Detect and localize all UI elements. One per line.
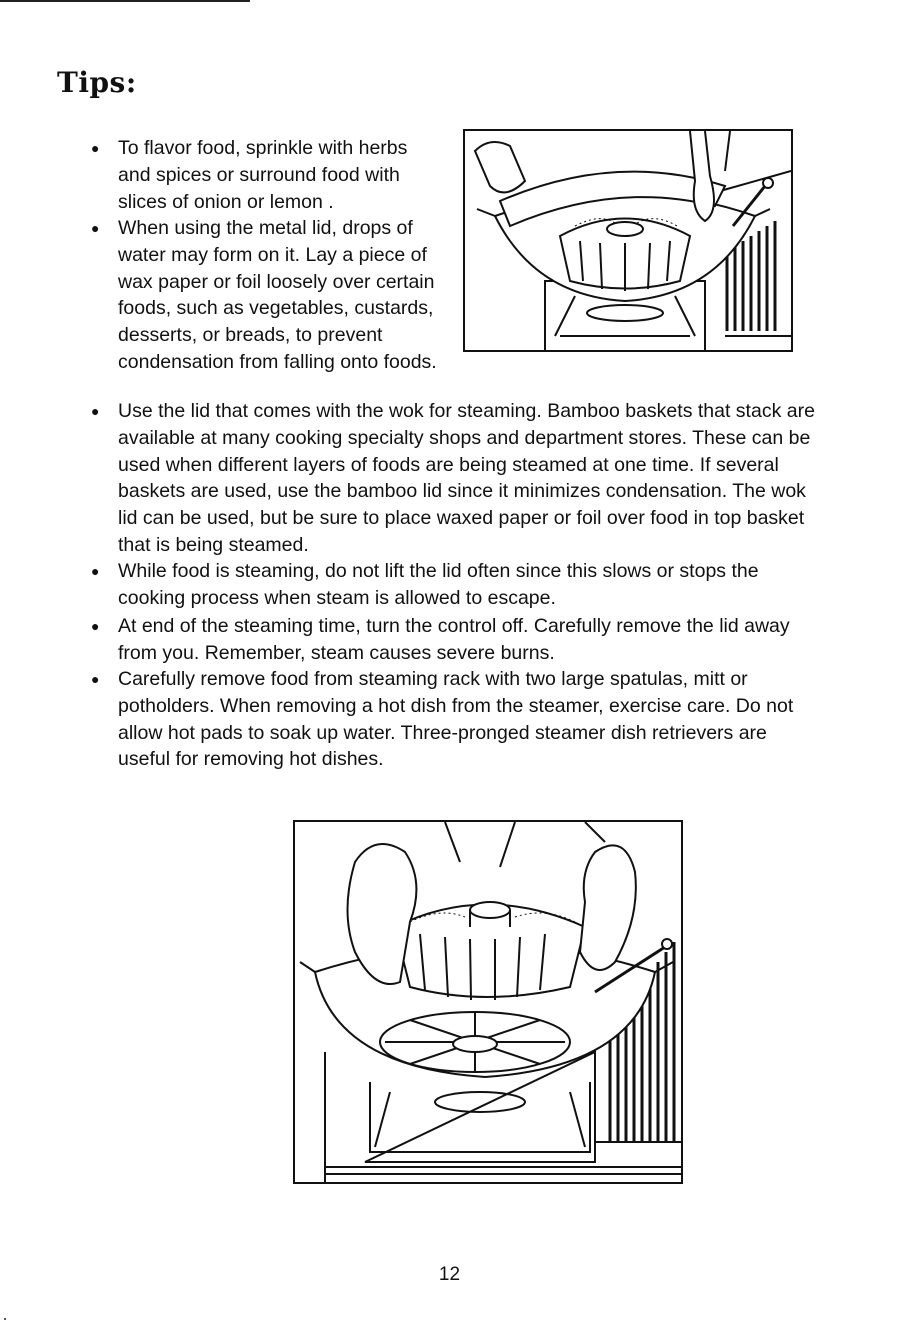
tip-item xyxy=(91,613,824,667)
tip-item xyxy=(91,666,824,773)
bullet-icon: ● xyxy=(91,403,100,419)
tip-text: To flavor food, sprinkle with herbs and spices or surround food with slices of onion or lemon . xyxy=(118,137,408,213)
scan-speck xyxy=(4,1318,6,1320)
tip-item xyxy=(91,398,824,559)
tip-text: Use the lid that comes with the wok for steaming. Bamboo baskets that stack are available at many cooking specialty shops and department stores. These can be used when different layers of foods are being steamed at one time. If several baskets are used, use the bamboo lid since it minimizes condensation. The wok lid can be used, but be sure to place waxed paper or foil over food in top basket that is being steamed. xyxy=(118,400,815,556)
wok-foil-drawing xyxy=(465,131,791,350)
bullet-icon: ● xyxy=(91,618,100,634)
tip-item xyxy=(91,135,440,215)
wok-removal-drawing xyxy=(295,822,681,1182)
wok-removal-illustration xyxy=(293,820,683,1184)
page-heading: Tips: xyxy=(57,66,137,99)
tip-text: When using the metal lid, drops of water may form on it. Lay a piece of wax paper or foil loosely over certain foods, such as vegetables, custards, desserts, or breads, to prevent condensation from falling onto foods. xyxy=(118,217,437,373)
tip-text: Carefully remove food from steaming rack with two large spatulas, mitt or potholders. When removing a hot dish from the steamer, exercise care. Do not allow hot pads to soak up water. Three-pronged steamer dish retrievers are useful for removing hot dishes. xyxy=(118,668,794,771)
tip-item xyxy=(91,215,440,376)
bullet-icon: ● xyxy=(91,563,100,579)
bullet-icon: ● xyxy=(91,671,100,687)
bullet-icon: ● xyxy=(91,140,100,156)
tip-text: While food is steaming, do not lift the lid often since this slows or stops the cooking process when steam is allowed to escape. xyxy=(118,560,759,609)
tip-item xyxy=(91,558,824,612)
wok-foil-illustration xyxy=(463,129,793,352)
bullet-icon: ● xyxy=(91,220,100,236)
page-number: 12 xyxy=(438,1264,461,1285)
tip-text: At end of the steaming time, turn the control off. Carefully remove the lid away from you. Remember, steam causes severe burns. xyxy=(118,615,790,664)
